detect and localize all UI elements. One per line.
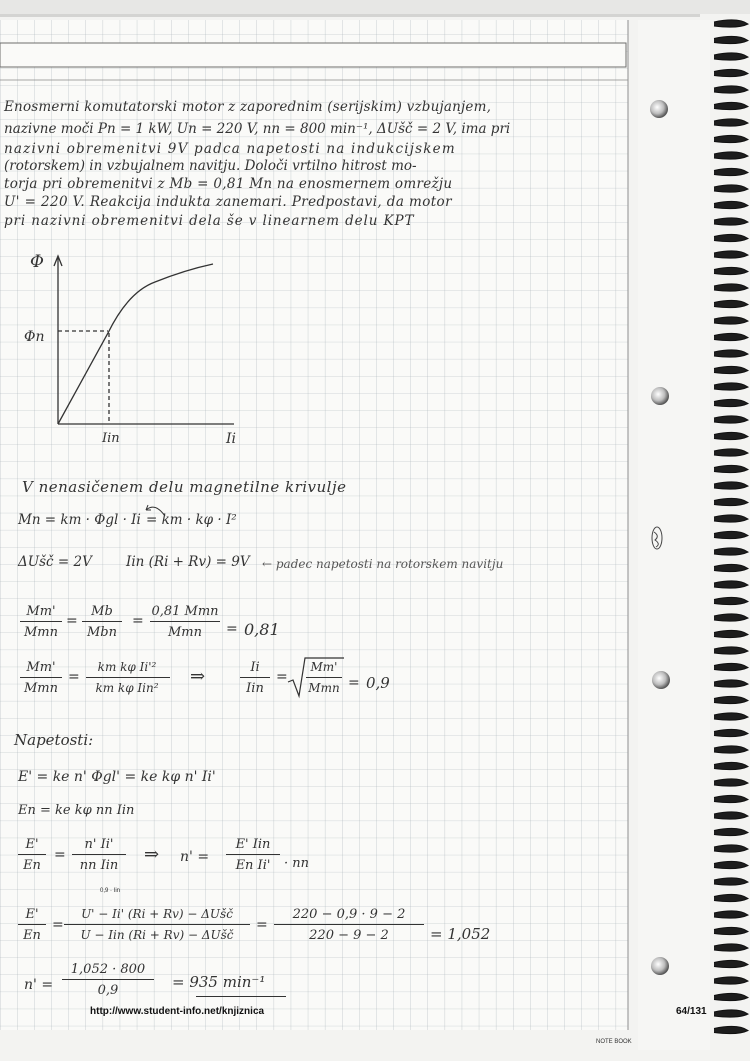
fraction-bar	[20, 677, 62, 678]
fraction-bar	[64, 924, 250, 925]
sketch-x-axis-label: Ii	[226, 431, 237, 447]
fraction-numerator: n' Ii'	[84, 837, 114, 852]
implies-arrow: ⇒	[190, 666, 206, 687]
problem-line: nazivne moči Pn = 1 kW, Un = 220 V, nn = 800 min⁻¹, ΔUšč = 2 V, ima pri	[4, 121, 511, 137]
page-number: 64/131	[676, 1006, 707, 1017]
torque-equation-b: = km · kφ · I²	[146, 512, 237, 528]
fraction-denominator: En	[23, 858, 41, 873]
fraction-denominator: Mmn	[308, 681, 340, 695]
emf-equation: E' = ke n' Φgl' = ke kφ n' Ii'	[18, 769, 216, 785]
fraction-denominator: Mbn	[86, 625, 117, 640]
equals-sign: =	[66, 613, 78, 629]
fraction-numerator: km kφ Ii'²	[97, 660, 157, 674]
fraction-denominator: Mmn	[167, 625, 202, 640]
fraction-numerator: Mb	[91, 604, 113, 619]
fraction-denominator: En	[23, 928, 41, 943]
equals-sign: =	[348, 675, 360, 691]
notebook-brand: NOTE BOOK	[596, 1039, 632, 1045]
fraction-numerator: Ii	[250, 660, 260, 675]
fraction-denominator: km kφ Iin²	[95, 681, 159, 695]
problem-line: U' = 220 V. Reakcija indukta zanemari. Predpostavi, da motor	[4, 194, 452, 210]
problem-line: pri nazivni obremenitvi dela še v linearnem delu KPT	[4, 213, 415, 229]
ratio-result: = 1,052	[430, 925, 491, 943]
equals-sign: =	[132, 613, 144, 629]
equals-sign: =	[54, 847, 66, 863]
fraction-denominator: Mmn	[23, 625, 58, 640]
fraction-numerator: E' Iin	[235, 837, 271, 852]
equals-sign: =	[68, 669, 80, 685]
fraction-denominator: 0,9	[97, 983, 119, 998]
fraction-numerator: 220 − 0,9 · 9 − 2	[292, 907, 406, 922]
sketch-x-mark: Iin	[102, 431, 120, 446]
voltage-drop-equation: Iin (Ri + Rv) = 9V	[126, 554, 250, 570]
speed-lhs: n' =	[180, 849, 210, 865]
fraction-bar	[240, 677, 270, 678]
problem-line: (rotorskem) in vzbujalnem navitju. Določi vrtilno hitrost mo-	[4, 158, 417, 174]
arrow-curve-icon	[140, 500, 170, 522]
fraction-bar	[82, 621, 122, 622]
fraction-denominator: nn Iin	[79, 858, 119, 873]
fraction-denominator: Mmn	[23, 681, 58, 696]
speed-lhs: n' =	[24, 977, 54, 993]
fraction-denominator: U − Iin (Ri + Rv) − ΔUšč	[80, 928, 234, 942]
implies-arrow: ⇒	[144, 844, 160, 865]
fraction-numerator: E'	[25, 907, 39, 922]
fraction-bar	[20, 621, 62, 622]
sketch-y-axis-label: Φ	[30, 252, 44, 272]
torque-equation: Mn = km · Φgl · Ii	[18, 512, 141, 528]
equals-sign: =	[256, 917, 268, 933]
voltage-drop-note: ← padec napetosti na rotorskem navitju	[262, 557, 504, 571]
fraction-bar	[226, 854, 280, 855]
ratio-result: 0,9	[366, 674, 390, 692]
fraction-numerator: 1,052 · 800	[70, 962, 146, 977]
fraction-bar	[306, 677, 342, 678]
fraction-denominator: Iin	[246, 681, 264, 696]
equals-sign: =	[52, 917, 64, 933]
fraction-numerator: Mm'	[26, 604, 56, 619]
fraction-numerator: 0,81 Mmn	[151, 604, 219, 619]
fraction-numerator: U' − Ii' (Ri + Rv) − ΔUšč	[81, 907, 233, 921]
problem-line: torja pri obremenitvi z Mb = 0,81 Mn na enosmernem omrežju	[4, 176, 453, 192]
section-heading: V nenasičenem delu magnetilne krivulje	[22, 478, 347, 496]
fraction-bar	[62, 979, 154, 980]
final-result: = 935 min⁻¹	[172, 973, 266, 991]
ratio-result: 0,81	[244, 620, 280, 639]
sketch-y-mark: Φn	[24, 329, 45, 345]
fraction-bar	[18, 854, 46, 855]
fraction-denominator: En Ii'	[235, 858, 271, 873]
equals-sign: =	[276, 669, 288, 685]
brush-drop: ΔUšč = 2V	[18, 554, 92, 570]
small-annotation: 0,9 · Iin	[100, 888, 121, 894]
emf-nominal-equation: En = ke kφ nn Iin	[18, 803, 135, 818]
fraction-denominator: 220 − 9 − 2	[309, 928, 389, 943]
footer-url-link[interactable]: http://www.student-info.net/knjiznica	[90, 1006, 265, 1017]
fraction-bar	[18, 924, 46, 925]
fraction-bar	[72, 854, 126, 855]
result-underline	[196, 996, 286, 997]
section-heading: Napetosti:	[14, 731, 94, 749]
fraction-numerator: Mm'	[26, 660, 56, 675]
fraction-bar	[86, 677, 170, 678]
fraction-numerator: Mm'	[310, 660, 338, 674]
equals-sign: =	[226, 621, 238, 637]
fraction-bar	[150, 621, 220, 622]
speed-tail: · nn	[284, 856, 310, 871]
fraction-numerator: E'	[25, 837, 39, 852]
fraction-bar	[274, 924, 424, 925]
problem-line: Enosmerni komutatorski motor z zaporednim (serijskim) vzbujanjem,	[4, 99, 492, 115]
problem-line: nazivni obremenitvi 9V padca napetosti na indukcijskem	[4, 141, 456, 157]
